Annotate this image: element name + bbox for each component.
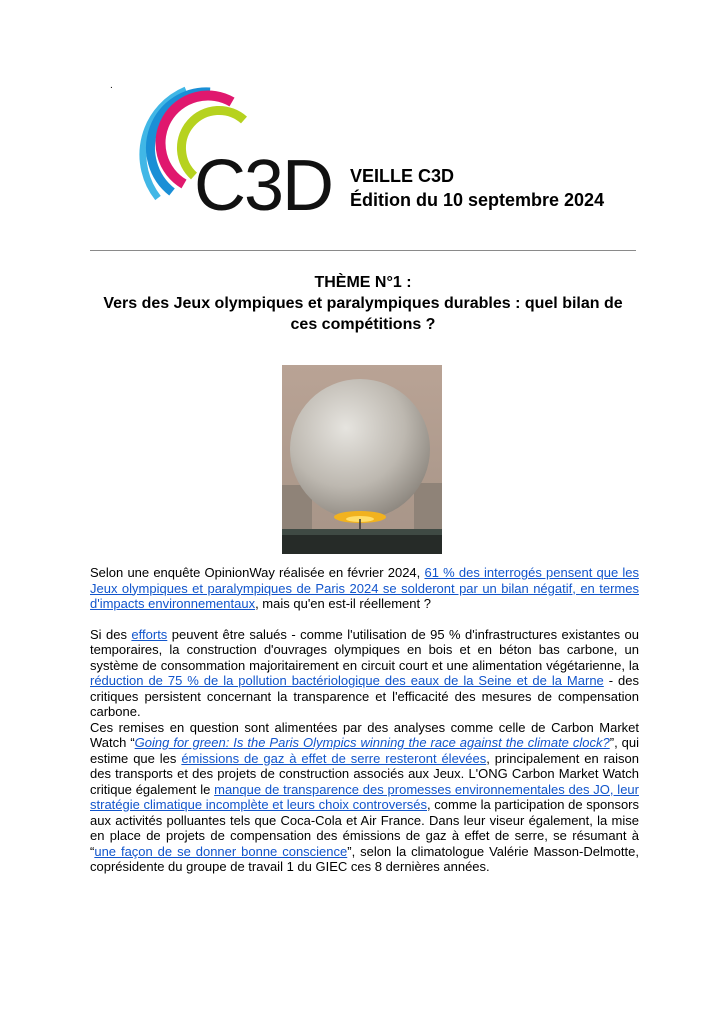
- logo-text: C3D: [194, 146, 333, 226]
- link-opinionway-survey[interactable]: 61 % des interrogés pensent que les Jeux olympiques et paralympiques de Paris 2024 se solderont par un bilan négatif, en termes d'impacts environnementaux: [90, 565, 639, 611]
- p3-text-3: , principalement en raison des transports et des projets de construction associés aux Jeux. L'ONG Carbon Market Watch critique également le: [90, 750, 640, 797]
- p1-text-2: , mais qu'en est-il réellement ?: [255, 596, 431, 611]
- edition-date: Édition du 10 septembre 2024: [350, 190, 605, 210]
- c3d-logo: [128, 80, 333, 230]
- link-seine-pollution[interactable]: réduction de 75 % de la pollution bactériologique des eaux de la Seine et de la Marne: [90, 673, 604, 688]
- edition-block: [350, 164, 604, 212]
- header-divider: [90, 250, 636, 251]
- link-bonne-conscience[interactable]: une façon de se donner bonne conscience: [94, 843, 348, 859]
- paragraph-2: [90, 627, 639, 720]
- p2-text-3: - des critiques persistent concernant la transparence et l'efficacité des mesures de compensation carbone.: [90, 673, 640, 719]
- p1-text-1: Selon une enquête OpinionWay réalisée en février 2024,: [90, 565, 425, 580]
- paragraph-3: [90, 720, 639, 875]
- olympic-cauldron-photo: [282, 365, 442, 554]
- p3-text-1: Ces remises en question sont alimentées par des analyses comme celle de Carbon Market Watch “: [90, 719, 639, 750]
- article-body: [90, 565, 639, 875]
- link-emissions[interactable]: émissions de gaz à effet de serre resteront élevées: [181, 750, 487, 766]
- link-transparency[interactable]: manque de transparence des promesses environnementales des JO, leur stratégie climatique incomplète et leurs choix controversés: [90, 781, 639, 812]
- p2-text-2: peuvent être salués - comme l'utilisation de 95 % d'infrastructures existantes ou temporaires, la construction d'ouvrages olympiques en bois et en béton bas carbone, un système de consommation majoritairement en circuit court et une alimentation végétarienne, la: [90, 626, 639, 673]
- p2-text-1: Si des: [90, 626, 132, 642]
- paragraph-1: [90, 565, 639, 612]
- stray-mark: .: [110, 80, 113, 91]
- p3-text-4: , comme la participation de sponsors aux activités polluantes tels que Coca-Cola et Air France. Dans leur viseur également, la mise en place de projets de compensation des émissions de gaz à effet de serre, se résumant à “: [90, 797, 640, 859]
- link-going-for-green[interactable]: Going for green: Is the Paris Olympics winning the race against the climate clock?: [134, 735, 610, 750]
- edition-title: VEILLE C3D: [350, 166, 455, 186]
- p3-text-5: ”, selon la climatologue Valérie Masson-Delmotte, coprésidente du groupe de travail 1 du GIEC ces 8 dernières années.: [90, 843, 639, 874]
- link-efforts[interactable]: efforts: [131, 626, 168, 642]
- theme-label: THÈME N°1 :: [314, 274, 412, 291]
- p3-text-2: ”, qui estime que les: [90, 735, 639, 766]
- theme-heading: [90, 272, 636, 335]
- theme-title: Vers des Jeux olympiques et paralympiques durables : quel bilan de ces compétitions ?: [103, 295, 623, 333]
